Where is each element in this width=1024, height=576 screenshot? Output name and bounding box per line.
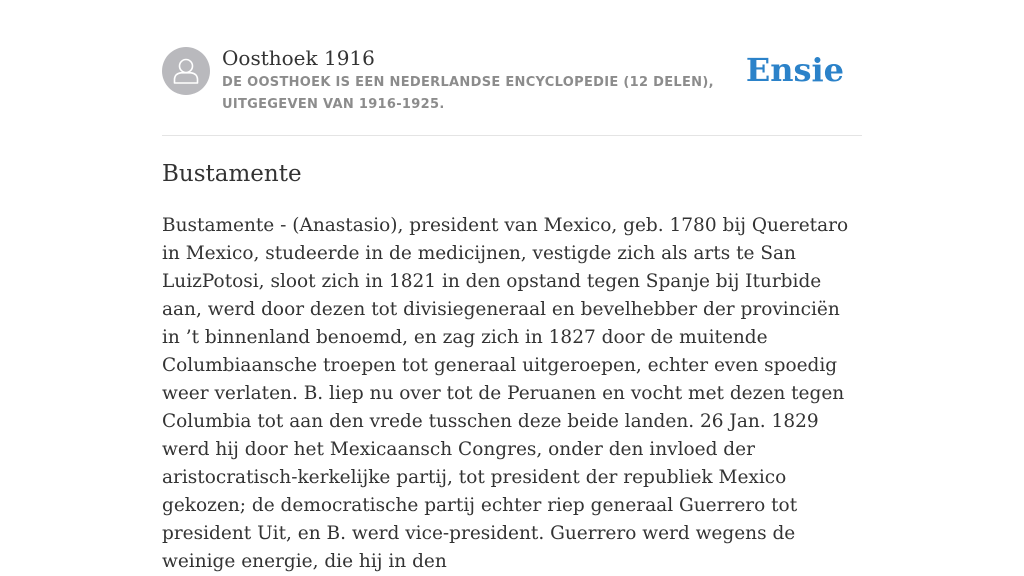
brand-logo[interactable]: Ensie [745, 51, 844, 89]
article-body: Bustamente - (Anastasio), president van Mexico, geb. 1780 bij Queretaro in Mexico, studeerde in de medicijnen, vestigde zich als arts te San LuizPotosi, sloot zich in 1821 in den opstand tegen Spanje bij Iturbide aan, werd door dezen tot divisiegeneraal en bevelhebber der provinciën in ’t binnenland benoemd, en zag zich in 1827 door de muitende Columbiaansche troepen tot generaal uitgeroepen, echter even spoedig weer verlaten. B. liep nu over tot de Peruanen en vocht met dezen tegen Columbia tot aan den vrede tusschen deze beide landen. 26 Jan. 1829 werd hij door het Mexicaansch Congres, onder den invloed der aristocratisch-kerkelijke partij, tot president der republiek Mexico gekozen; de democratische partij echter riep generaal Guerrero tot president Uit, en B. werd vice-president. Guerrero werd wegens de weinige energie, die hij in den [162, 215, 849, 572]
user-placeholder-icon [162, 47, 210, 95]
source-header [162, 46, 862, 136]
source-description: DE OOSTHOEK IS EEN NEDERLANDSE ENCYCLOPEDIE (12 DELEN), UITGEGEVEN VAN 1916-1925. [222, 75, 714, 112]
header-divider [162, 135, 862, 136]
article-title: Bustamente [162, 161, 302, 187]
source-avatar[interactable] [162, 47, 210, 95]
source-title[interactable]: Oosthoek 1916 [222, 46, 375, 70]
